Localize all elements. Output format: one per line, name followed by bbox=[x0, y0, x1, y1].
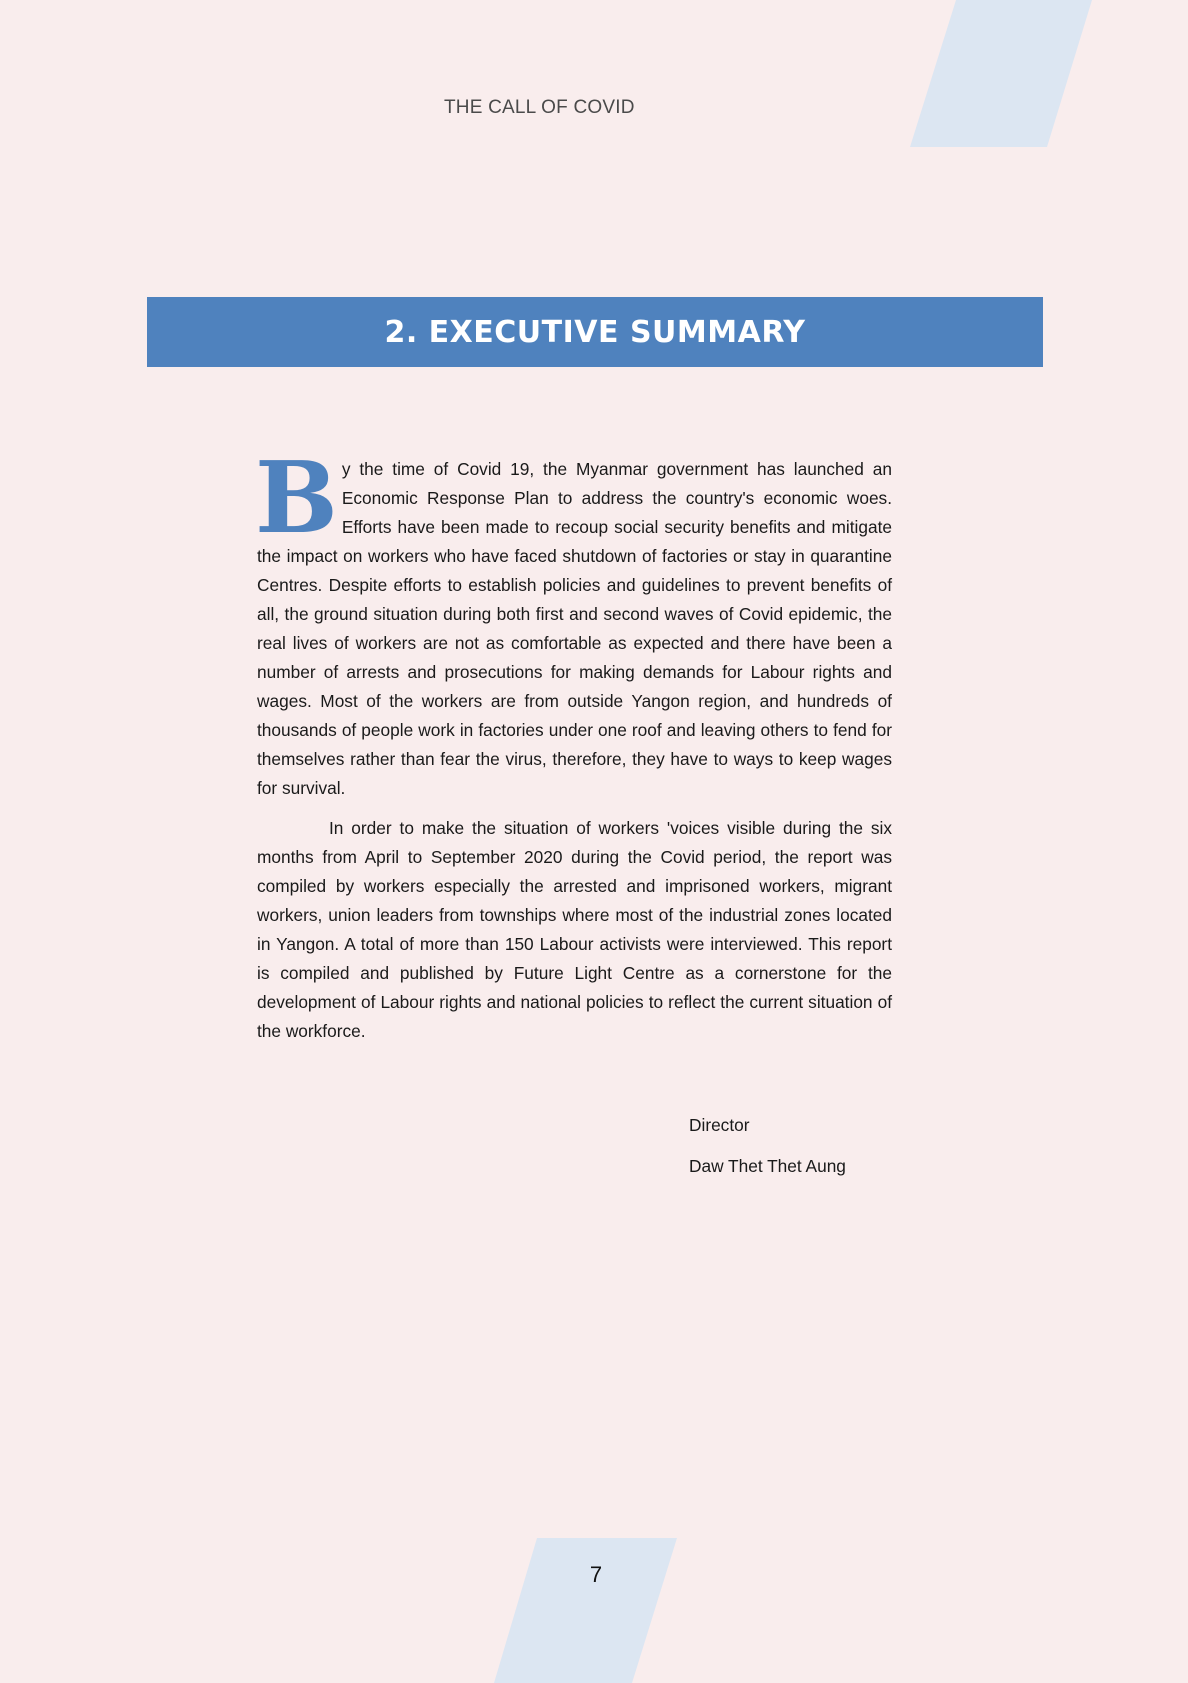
paragraph-1 bbox=[255, 441, 892, 803]
section-title: 2. EXECUTIVE SUMMARY bbox=[384, 314, 806, 350]
page-number: 7 bbox=[589, 1562, 603, 1587]
paragraph-2: In order to make the situation of workers 'voices visible during the six months from April to September 2020 during the Covid period, the report was compiled by workers especially the arrested and imprisoned workers, migrant workers, union leaders from townships where most of the industrial zones located in Yangon. A total of more than 150 Labour activists were interviewed. This report is compiled and published by Future Light Centre as a cornerstone for the development of Labour rights and national policies to reflect the current situation of the workforce. bbox=[257, 818, 892, 1041]
decorative-parallelogram-bottom bbox=[0, 1538, 1188, 1683]
decorative-parallelogram-top bbox=[0, 0, 1188, 150]
section-title-banner bbox=[147, 297, 1043, 367]
executive-summary-body bbox=[255, 441, 892, 1046]
running-header: THE CALL OF COVID bbox=[444, 97, 635, 118]
signature-role: Director bbox=[689, 1115, 750, 1135]
signature-block bbox=[689, 1105, 846, 1187]
paragraph-1-text: y the time of Covid 19, the Myanmar government has launched an Economic Response Plan to address the country's economic woes. Efforts have been made to recoup social security benefits and mitigate the impact on workers who have faced shutdown of factories or stay in quarantine Centres. Despite efforts to establish policies and guidelines to prevent benefits of all, the ground situation during both first and second waves of Covid epidemic, the real lives of workers are not as comfortable as expected and there have been a number of arrests and prosecutions for making demands for Labour rights and wages. Most of the workers are from outside Yangon region, and hundreds of thousands of people work in factories under one roof and leaving others to fend for themselves rather than fear the virus, therefore, they have to ways to keep wages for survival. bbox=[257, 459, 892, 798]
dropcap-letter: B bbox=[255, 441, 338, 556]
signature-name: Daw Thet Thet Aung bbox=[689, 1156, 846, 1176]
